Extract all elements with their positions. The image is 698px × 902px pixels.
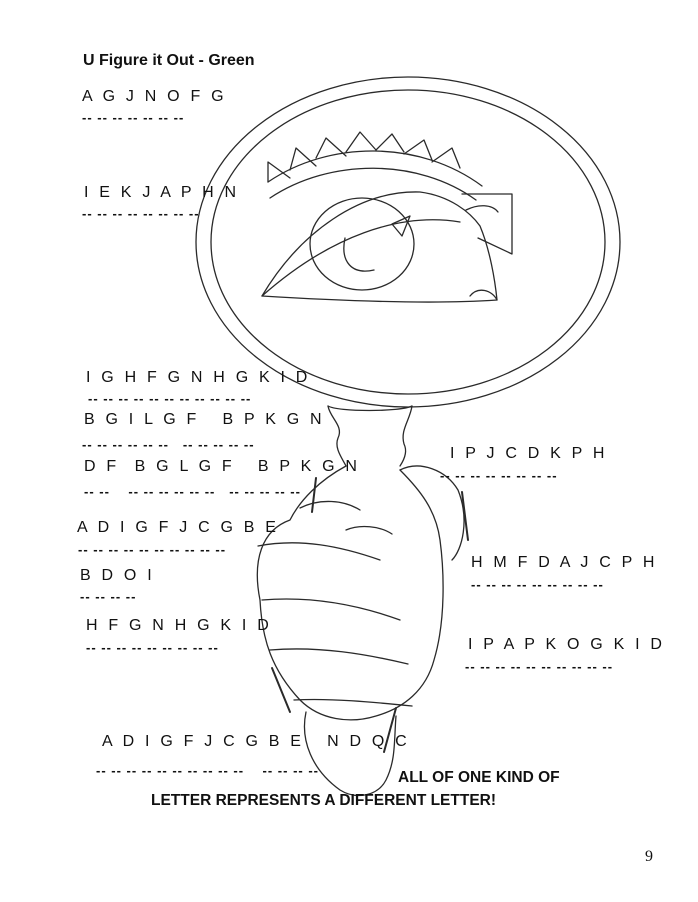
answer-blanks: -- -- -- -- xyxy=(80,589,137,604)
answer-blanks: -- -- -- -- -- -- -- -- -- -- -- -- -- xyxy=(84,484,301,499)
answer-blanks: -- -- -- -- -- -- -- -- -- xyxy=(86,640,219,655)
page-number: 9 xyxy=(645,848,653,865)
answer-blanks: -- -- -- -- -- -- -- xyxy=(82,110,185,125)
answer-blanks: -- -- -- -- -- -- -- -- -- -- -- xyxy=(82,437,255,452)
cipher-text: D F B G L G F B P K G N xyxy=(84,458,361,475)
cipher-text: I P J C D K P H xyxy=(450,445,608,462)
cipher-text: A D I G F J C G B E xyxy=(77,519,280,536)
answer-blanks: -- -- -- -- -- -- -- -- -- -- xyxy=(78,542,227,557)
cipher-text: I G H F G N H G K I D xyxy=(86,369,311,386)
cipher-text: I P A P K O G K I D xyxy=(468,636,666,653)
instruction-note-line-1: ALL OF ONE KIND OF xyxy=(398,769,560,786)
cipher-text: B G I L G F B P K G N xyxy=(84,411,325,428)
instruction-note-line-2: LETTER REPRESENTS A DIFFERENT LETTER! xyxy=(151,792,497,809)
cipher-text: B D O I xyxy=(80,567,155,584)
answer-blanks: -- -- -- -- -- -- -- -- -- xyxy=(471,577,604,592)
answer-blanks: -- -- -- -- -- -- -- -- -- -- xyxy=(465,659,614,674)
answer-blanks: -- -- -- -- -- -- -- -- xyxy=(82,206,200,221)
answer-blanks: -- -- -- -- -- -- -- -- -- -- -- xyxy=(88,391,252,406)
cipher-text: A D I G F J C G B E N D Q C xyxy=(102,733,410,750)
cipher-text: I E K J A P H N xyxy=(84,184,240,201)
answer-blanks: -- -- -- -- -- -- -- -- -- -- -- -- -- -- xyxy=(96,763,320,778)
worksheet-title: U Figure it Out - Green xyxy=(83,52,255,69)
cipher-text: H M F D A J C P H xyxy=(471,554,658,571)
cipher-text: H F G N H G K I D xyxy=(86,617,272,634)
answer-blanks: -- -- -- -- -- -- -- -- xyxy=(440,468,558,483)
cipher-text: A G J N O F G xyxy=(82,88,227,105)
